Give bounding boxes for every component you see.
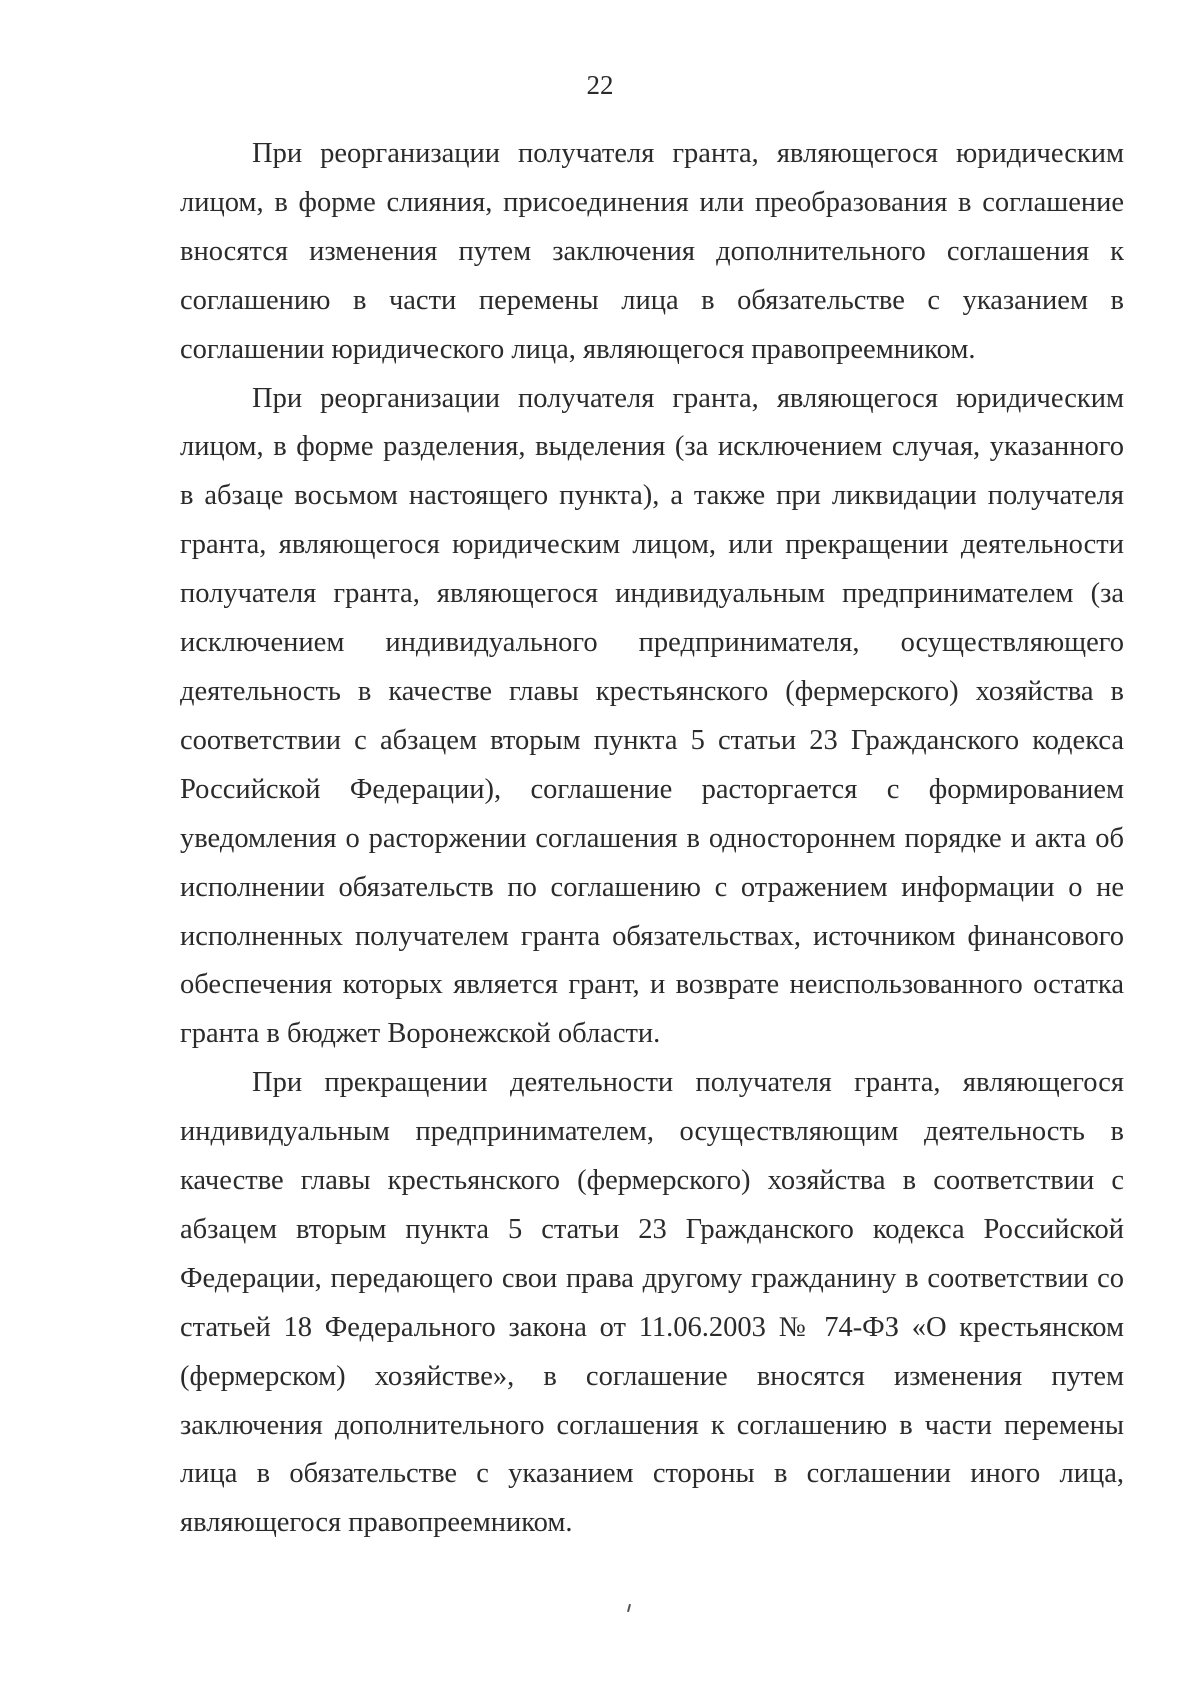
paragraph-1: При реорганизации получателя гранта, являющегося юридическим лицом, в форме слияния, присоединения или преобразования в соглашение вносятся изменения путем заключения дополнительного соглашения к соглашению в части перемены лица в обязательстве с указанием в соглашении юридического лица, являющегося правопреемником. [180,138,1124,365]
paragraph-2: При реорганизации получателя гранта, являющегося юридическим лицом, в форме разделения, выделения (за исключением случая, указанного в абзаце восьмом настоящего пункта), а также при ликвидации получателя гранта, являющегося юридическим лицом, или прекращении деятельности получателя гранта, являющегося индивидуальным предпринимателем (за исключением индивидуального предпринимателя, осуществляющего деятельность в качестве главы крестьянского (фермерского) хозяйства в соответствии с абзацем вторым пункта 5 статьи 23 Гражданского кодекса Российской Федерации), соглашение расторгается с формированием уведомления о расторжении соглашения в одностороннем порядке и акта об исполнении обязательств по соглашению с отражением информации о не исполненных получателем гранта обязательствах, источником финансового обеспечения которых является грант, и возврате неиспользованного остатка гранта в бюджет Воронежской области. [180,382,1124,1050]
scan-artifact-mark [627,1604,631,1612]
page-number: 22 [586,70,614,100]
document-body [180,130,1124,1548]
paragraph-3: При прекращении деятельности получателя гранта, являющегося индивидуальным предпринимателем, осуществляющим деятельность в качестве главы крестьянского (фермерского) хозяйства в соответствии с абзацем вторым пункта 5 статьи 23 Гражданского кодекса Российской Федерации, передающего свои права другому гражданину в соответствии со статьей 18 Федерального закона от 11.06.2003 № 74-ФЗ «О крестьянском (фермерском) хозяйстве», в соглашение вносятся изменения путем заключения дополнительного соглашения к соглашению в части перемены лица в обязательстве с указанием стороны в соглашении иного лица, являющегося правопреемником. [180,1067,1124,1539]
